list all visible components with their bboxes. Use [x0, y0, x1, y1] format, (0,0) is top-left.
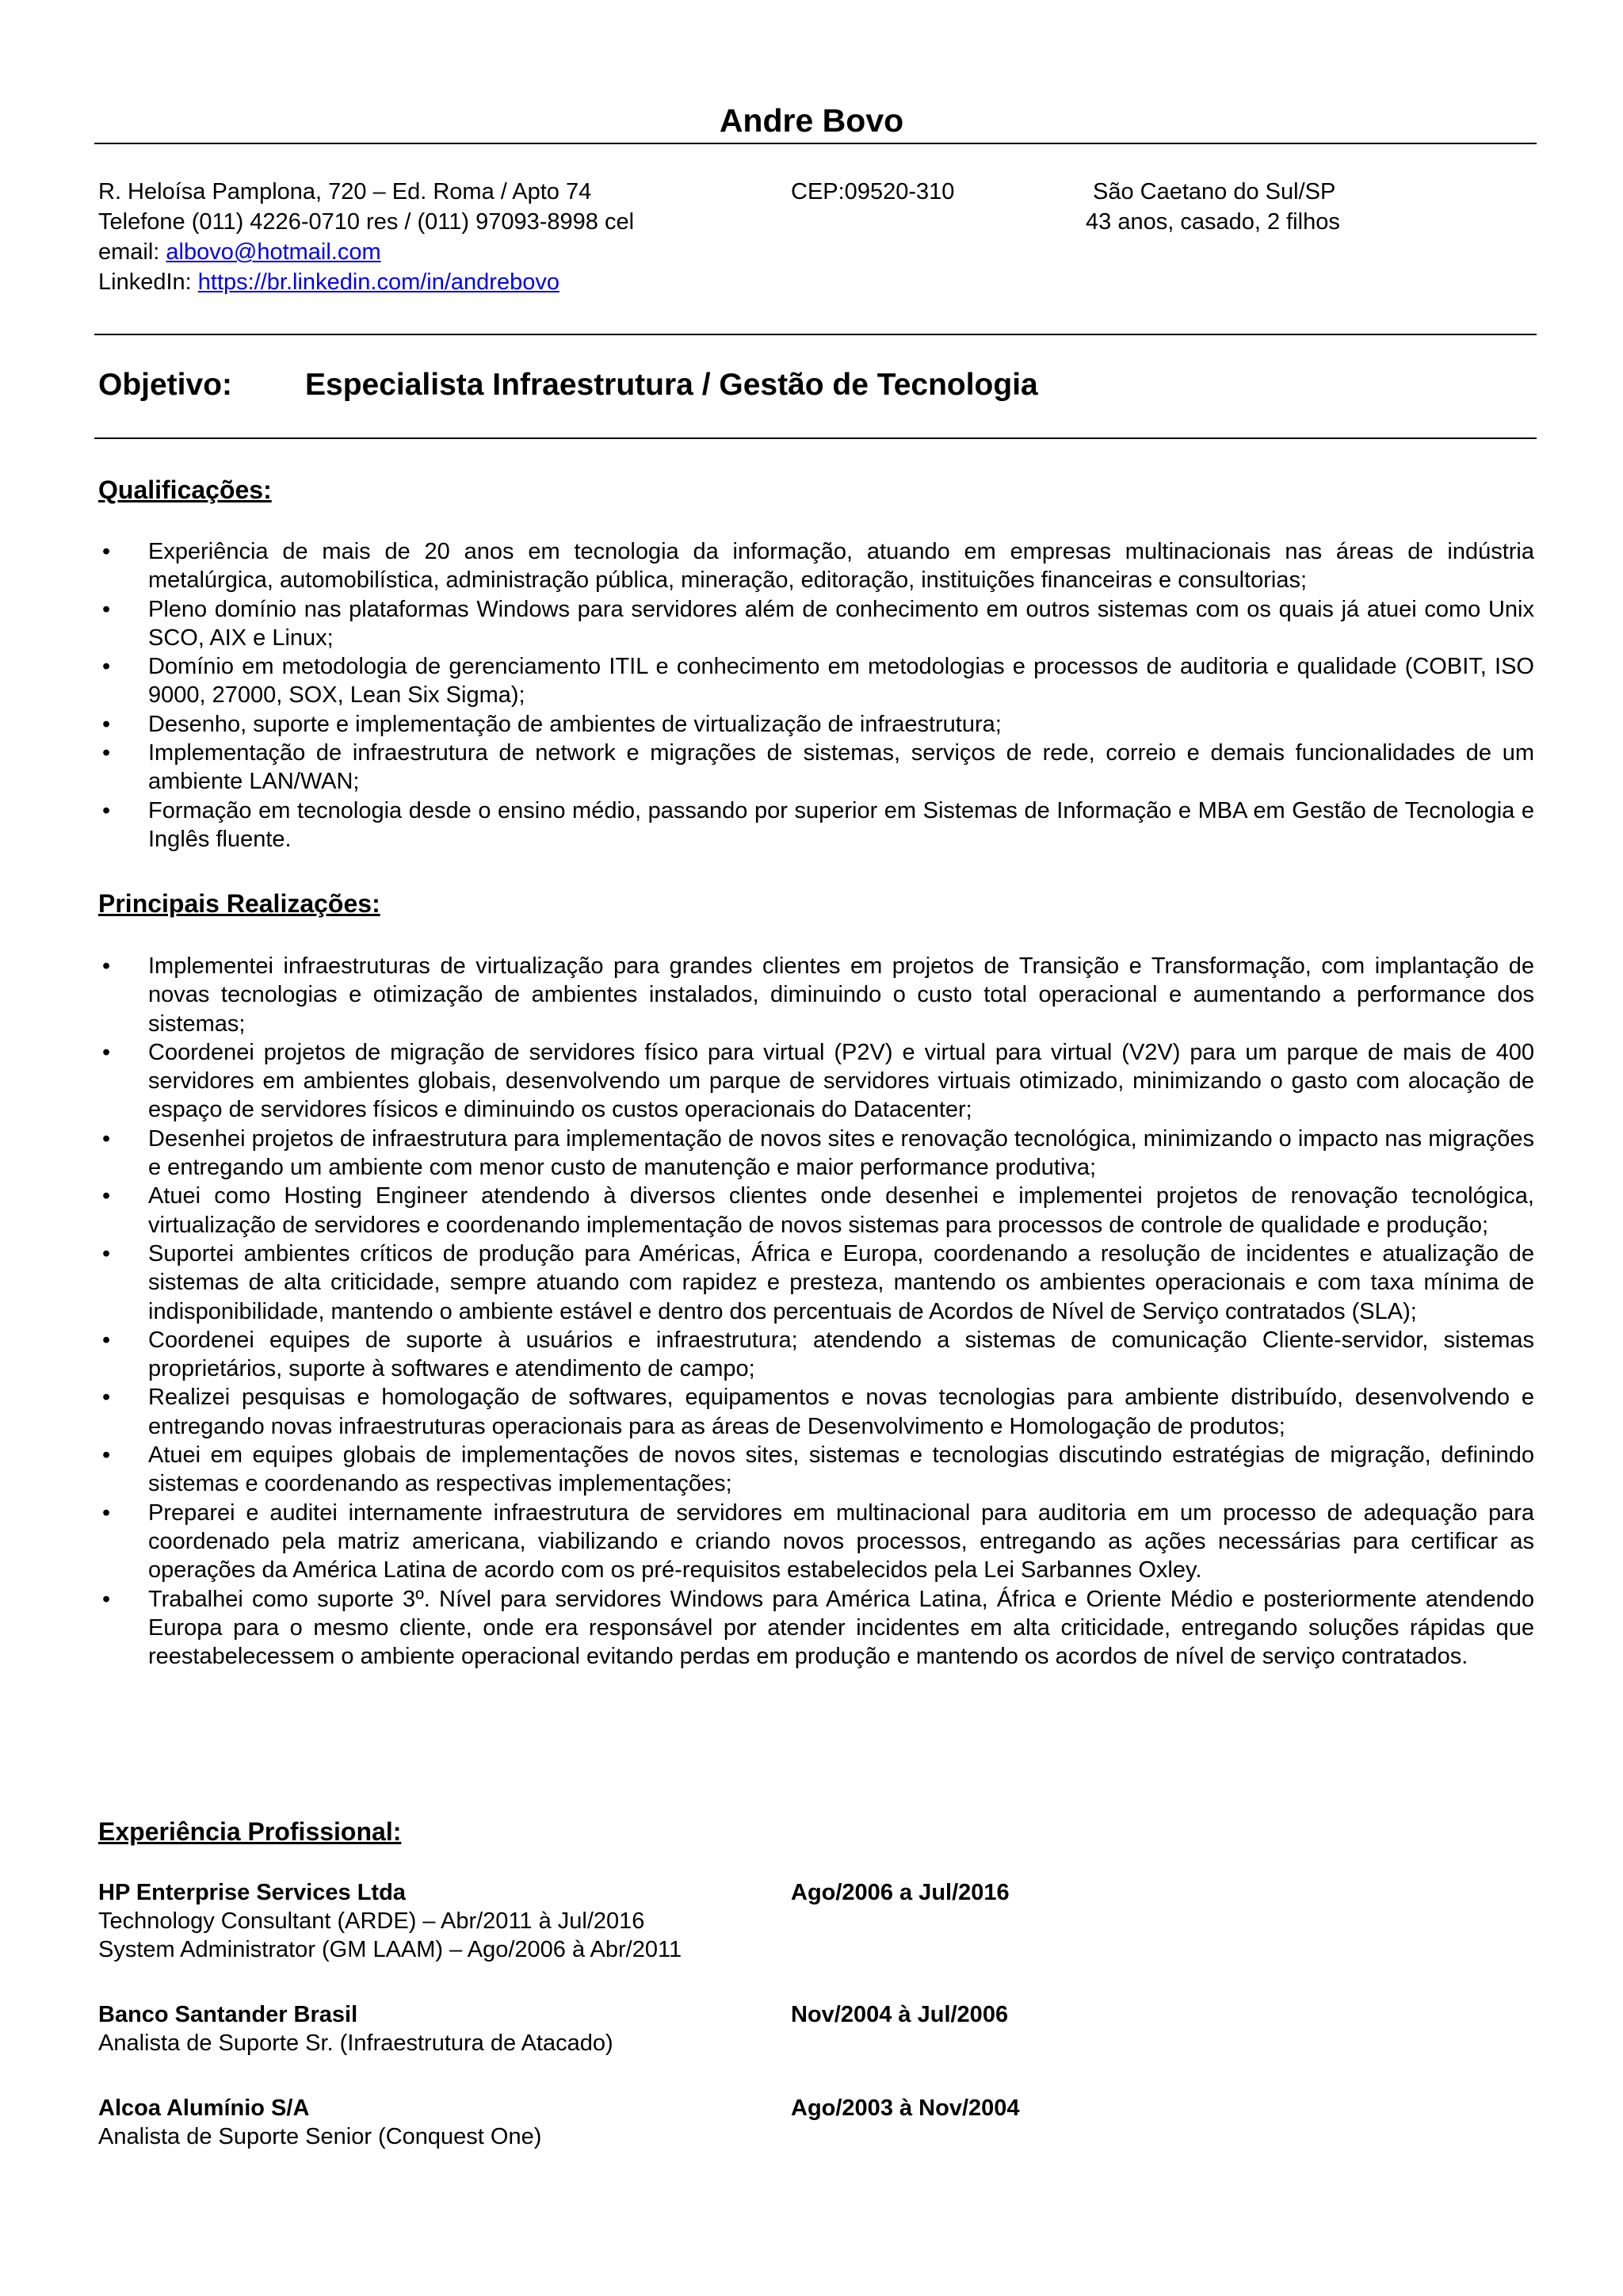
- bullet-text: Pleno domínio nas plataformas Windows para servidores além de conhecimento em outros sistemas com os quais já atuei como Unix SCO, AIX e Linux;: [148, 596, 1534, 651]
- candidate-name: Andre Bovo: [719, 102, 904, 139]
- achievement-item: [98, 1585, 1534, 1671]
- bullet-icon: •: [102, 740, 111, 766]
- objective-divider: [94, 437, 1537, 439]
- achievements-list: [98, 952, 1534, 1671]
- linkedin-link[interactable]: https://br.linkedin.com/in/andrebovo: [197, 269, 559, 295]
- phone: Telefone (011) 4226-0710 res / (011) 97093-8998 cel: [98, 209, 635, 235]
- bullet-icon: •: [102, 953, 111, 979]
- achievement-item: [98, 1441, 1534, 1499]
- objective: [98, 366, 1038, 404]
- job-entry: [98, 2094, 1525, 2151]
- job-role: System Administrator (GM LAAM) – Ago/2006 à Abr/2011: [98, 1937, 682, 1962]
- job-role: Analista de Suporte Senior (Conquest One): [98, 2124, 542, 2149]
- bullet-text: Realizei pesquisas e homologação de softwares, equipamentos e novas tecnologias para ambiente distribuído, desenvolvendo e entregando novas infraestruturas operacionais para as áreas de Desenvolvimento e Homologação de produtos;: [148, 1385, 1534, 1439]
- bullet-icon: •: [102, 1499, 111, 1526]
- achievement-item: [98, 1125, 1534, 1182]
- contact-divider: [94, 334, 1537, 335]
- bullet-icon: •: [102, 1327, 111, 1353]
- bullet-text: Formação em tecnologia desde o ensino médio, passando por superior em Sistemas de Informação e MBA em Gestão de Tecnologia e Inglês fluente.: [148, 797, 1534, 852]
- email-link[interactable]: albovo@hotmail.com: [166, 239, 381, 265]
- job-company: Banco Santander Brasil: [98, 2002, 358, 2027]
- job-entry: [98, 2000, 1525, 2057]
- linkedin-label: LinkedIn:: [98, 269, 198, 295]
- bullet-icon: •: [102, 654, 111, 680]
- bullet-icon: •: [102, 711, 111, 737]
- bullet-text: Experiência de mais de 20 anos em tecnologia da informação, atuando em empresas multinacionais nas áreas de indústria metalúrgica, automobilística, administração pública, mineração, editoração, instituições financeiras e consultorias;: [148, 539, 1534, 594]
- job-period: Ago/2003 à Nov/2004: [791, 2095, 1020, 2121]
- qualification-item: [98, 652, 1534, 710]
- email-label: email:: [98, 239, 166, 265]
- achievement-item: [98, 1326, 1534, 1384]
- bullet-icon: •: [102, 1125, 111, 1152]
- experience-title: Experiência Profissional:: [98, 1817, 402, 1846]
- achievement-item: [98, 1182, 1534, 1240]
- achievement-item: [98, 1499, 1534, 1585]
- bullet-text: Desenho, suporte e implementação de ambientes de virtualização de infraestrutura;: [148, 711, 1002, 737]
- achievement-item: [98, 1383, 1534, 1441]
- bullet-text: Implementei infraestruturas de virtualização para grandes clientes em projetos de Transição e Transformação, com implantação de novas tecnologias e otimização de ambientes instalados, diminuindo o custo total operacional e aumentando a performance dos sistemas;: [148, 953, 1534, 1037]
- bullet-text: Desenhei projetos de infraestrutura para implementação de novos sites e renovação tecnológica, minimizando o impacto nas migrações e entregando um ambiente com menor custo de manutenção e maior performance produtiva;: [148, 1125, 1535, 1181]
- objective-value: Especialista Infraestrutura / Gestão de Tecnologia: [305, 368, 1038, 402]
- bullet-icon: •: [102, 1183, 111, 1209]
- bullet-icon: •: [102, 1385, 111, 1411]
- job-company: Alcoa Alumínio S/A: [98, 2095, 310, 2121]
- achievements-title: Principais Realizações:: [98, 889, 380, 918]
- bullet-text: Atuei como Hosting Engineer atendendo à diversos clientes onde desenhei e implementei projetos de renovação tecnológica, virtualização de servidores e coordenando implementação de novos sistemas para processos de controle de qualidade e produção;: [148, 1183, 1534, 1238]
- bullet-icon: •: [102, 1039, 111, 1065]
- job-period: Ago/2006 a Jul/2016: [791, 1880, 1010, 1905]
- achievement-item: [98, 1240, 1534, 1326]
- bullet-text: Trabalhei como suporte 3º. Nível para servidores Windows para América Latina, África e Oriente Médio e posteriormente atendendo Europa para o mesmo cliente, onde era responsável por atender incidentes em alta criticidade, entregando soluções rápidas que reestabelecessem o ambiente operacional evitando perdas em produção e mantendo os acordos de nível de serviço contratados.: [148, 1586, 1534, 1670]
- qualification-item: [98, 710, 1534, 739]
- job-entry: [98, 1878, 1525, 1964]
- bullet-text: Preparei e auditei internamente infraestrutura de servidores em multinacional para auditoria em um processo de adequação para coordenado pela matriz americana, viabilizando e criando novos processos, entregando as ações necessárias para certificar as operações da América Latina de acordo com os pré-requisitos estabelecidos pela Lei Sarbannes Oxley.: [148, 1499, 1534, 1584]
- bullet-icon: •: [102, 596, 111, 622]
- bullet-icon: •: [102, 1240, 111, 1266]
- qualification-item: [98, 537, 1534, 595]
- job-period: Nov/2004 à Jul/2006: [791, 2002, 1009, 2027]
- bullet-text: Atuei em equipes globais de implementações de novos sites, sistemas e tecnologias discutindo estratégias de migração, definindo sistemas e coordenando as respectivas implementações;: [148, 1442, 1534, 1497]
- objective-label: Objetivo:: [98, 368, 233, 402]
- bullet-text: Coordenei equipes de suporte à usuários e infraestrutura; atendendo a sistemas de comunicação Cliente-servidor, sistemas proprietários, suporte à softwares e atendimento de campo;: [148, 1327, 1534, 1382]
- contact-block: [98, 177, 1525, 297]
- achievement-item: [98, 952, 1534, 1038]
- bullet-text: Domínio em metodologia de gerenciamento ITIL e conhecimento em metodologias e processos de auditoria e qualidade (COBIT, ISO 9000, 27000, SOX, Lean Six Sigma);: [148, 654, 1534, 709]
- city: São Caetano do Sul/SP: [1093, 179, 1336, 204]
- header-divider: [94, 143, 1537, 144]
- achievement-item: [98, 1038, 1534, 1125]
- bullet-icon: •: [102, 797, 111, 823]
- personal-info: 43 anos, casado, 2 filhos: [1086, 209, 1340, 235]
- qualification-item: [98, 595, 1534, 653]
- bullet-text: Coordenei projetos de migração de servidores físico para virtual (P2V) e virtual para virtual (V2V) para um parque de mais de 400 servidores em ambientes globais, desenvolvendo um parque de servidores virtuais otimizado, minimizando o gasto com alocação de espaço de servidores físicos e diminuindo os custos operacionais do Datacenter;: [148, 1039, 1534, 1123]
- bullet-icon: •: [102, 539, 111, 564]
- bullet-text: Suportei ambientes críticos de produção para Américas, África e Europa, coordenando a resolução de incidentes e atualização de sistemas de alta criticidade, sempre atuando com rapidez e presteza, mantendo os ambientes operacionais e com taxa mínima de indisponibilidade, mantendo o ambiente estável e dentro dos percentuais de Acordos de Nível de Serviço contratados (SLA);: [148, 1240, 1534, 1324]
- qualifications-list: [98, 537, 1534, 854]
- postal-code: CEP:09520-310: [791, 179, 955, 204]
- job-company: HP Enterprise Services Ltda: [98, 1880, 406, 1905]
- job-role: Analista de Suporte Sr. (Infraestrutura de Atacado): [98, 2030, 613, 2056]
- qualifications-title: Qualificações:: [98, 476, 272, 504]
- address: R. Heloísa Pamplona, 720 – Ed. Roma / Apto 74: [98, 179, 592, 204]
- qualification-item: [98, 797, 1534, 854]
- qualification-item: [98, 739, 1534, 797]
- bullet-icon: •: [102, 1586, 111, 1612]
- bullet-icon: •: [102, 1442, 111, 1469]
- bullet-text: Implementação de infraestrutura de network e migrações de sistemas, serviços de rede, correio e demais funcionalidades de um ambiente LAN/WAN;: [148, 740, 1534, 795]
- job-role: Technology Consultant (ARDE) – Abr/2011 à Jul/2016: [98, 1908, 645, 1934]
